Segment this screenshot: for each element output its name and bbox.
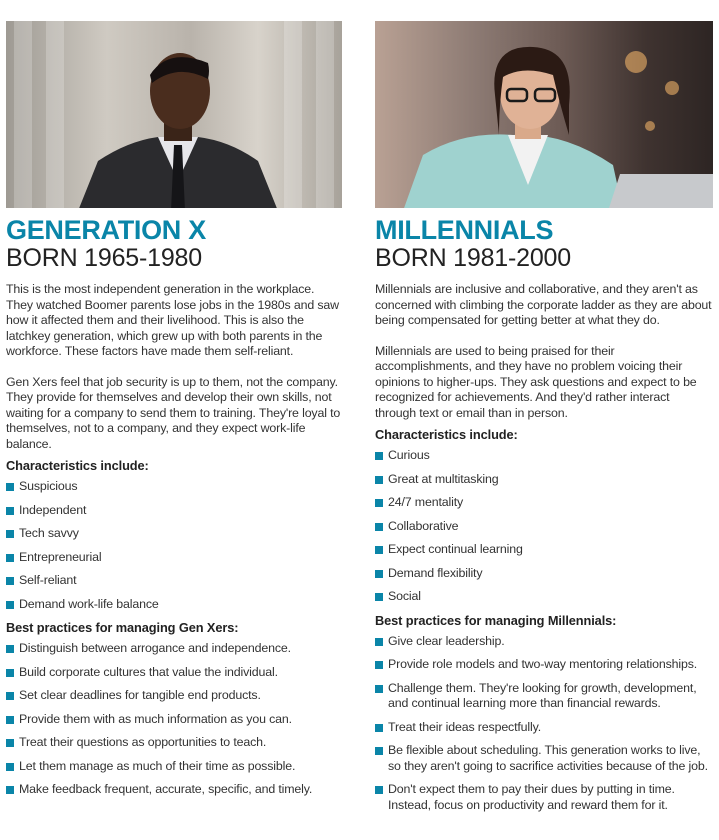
millennials-characteristics-list — [375, 448, 713, 605]
bullet-square-icon — [375, 661, 383, 669]
bullet-square-icon — [375, 786, 383, 794]
millennials-photo — [375, 21, 713, 208]
millennials-paragraph-1: Millennials are inclusive and collaborative, and they aren't as concerned with climbing the corporate ladder as they are about being compensated for getting better at what they do. — [375, 282, 712, 327]
list-item: Make feedback frequent, accurate, specific, and timely. — [6, 782, 342, 798]
gen-x-born: BORN 1965-1980 — [6, 244, 202, 272]
millennials-title: MILLENNIALS — [375, 215, 554, 245]
list-item: Build corporate cultures that value the individual. — [6, 665, 342, 681]
millennials-column — [375, 0, 713, 821]
list-item: Self-reliant — [6, 573, 342, 589]
list-item: Challenge them. They're looking for growth, development, and continual learning more than financial rewards. — [375, 681, 713, 712]
list-item: Independent — [6, 503, 342, 519]
bullet-square-icon — [375, 523, 383, 531]
list-item: Great at multitasking — [375, 472, 713, 488]
businesswoman-figure — [403, 35, 643, 208]
laptop-shape — [609, 174, 713, 208]
bullet-square-icon — [6, 763, 14, 771]
gen-x-practices-list — [6, 641, 342, 798]
millennials-characteristics-heading: Characteristics include: — [375, 427, 518, 442]
bullet-square-icon — [375, 452, 383, 460]
list-item: Social — [375, 589, 713, 605]
list-item: Demand work-life balance — [6, 597, 342, 613]
bullet-square-icon — [375, 724, 383, 732]
bullet-square-icon — [375, 747, 383, 755]
list-item: Entrepreneurial — [6, 550, 342, 566]
bullet-square-icon — [6, 645, 14, 653]
bullet-square-icon — [375, 476, 383, 484]
bullet-square-icon — [6, 716, 14, 724]
bullet-square-icon — [375, 638, 383, 646]
list-item: Be flexible about scheduling. This generation works to live, so they aren't going to sacrifice activities because of the job. — [375, 743, 713, 774]
millennials-practices-list — [375, 634, 713, 814]
gen-x-practices-heading: Best practices for managing Gen Xers: — [6, 620, 239, 635]
list-item: Provide them with as much information as you can. — [6, 712, 342, 728]
bullet-square-icon — [375, 570, 383, 578]
list-item: Set clear deadlines for tangible end products. — [6, 688, 342, 704]
millennials-born: BORN 1981-2000 — [375, 244, 571, 272]
list-item: Provide role models and two-way mentoring relationships. — [375, 657, 713, 673]
list-item: Tech savvy — [6, 526, 342, 542]
list-item: Suspicious — [6, 479, 342, 495]
list-item: Collaborative — [375, 519, 713, 535]
list-item: Demand flexibility — [375, 566, 713, 582]
businessman-figure — [58, 41, 298, 208]
gen-x-characteristics-list — [6, 479, 342, 612]
list-item: Treat their questions as opportunities to teach. — [6, 735, 342, 751]
list-item: Curious — [375, 448, 713, 464]
list-item: Give clear leadership. — [375, 634, 713, 650]
list-item: Let them manage as much of their time as possible. — [6, 759, 342, 775]
bullet-square-icon — [375, 593, 383, 601]
bullet-square-icon — [375, 685, 383, 693]
bullet-square-icon — [6, 669, 14, 677]
bullet-square-icon — [375, 499, 383, 507]
bullet-square-icon — [6, 739, 14, 747]
bullet-square-icon — [6, 577, 14, 585]
bullet-square-icon — [6, 483, 14, 491]
list-item: Treat their ideas respectfully. — [375, 720, 713, 736]
gen-x-photo — [6, 21, 342, 208]
bullet-square-icon — [375, 546, 383, 554]
gen-x-paragraph-1: This is the most independent generation in the workplace. They watched Boomer parents lose jobs in the 1980s and saw how it affected them and their livelihood. This is also the latchkey generation, which grew up with both parents in the workforce. These factors have made them self-reliant. — [6, 282, 339, 358]
bullet-square-icon — [6, 692, 14, 700]
gen-x-characteristics-heading: Characteristics include: — [6, 458, 149, 473]
gen-x-paragraph-2: Gen Xers feel that job security is up to them, not the company. They provide for themselves and develop their own skills, not waiting for a company to send them to training. They're loyal to themselves, not to a company, and they expect work-life balance. — [6, 374, 341, 451]
bullet-square-icon — [6, 601, 14, 609]
millennials-practices-heading: Best practices for managing Millennials: — [375, 612, 617, 628]
list-item: 24/7 mentality — [375, 495, 713, 511]
list-item: Distinguish between arrogance and independence. — [6, 641, 342, 657]
bullet-square-icon — [6, 554, 14, 562]
gen-x-title: GENERATION X — [6, 215, 206, 245]
list-item: Expect continual learning — [375, 542, 713, 558]
bullet-square-icon — [6, 786, 14, 794]
gen-x-column — [6, 0, 342, 806]
bullet-square-icon — [6, 507, 14, 515]
bullet-square-icon — [6, 530, 14, 538]
millennials-paragraph-2: Millennials are used to being praised for their accomplishments, and they have no problem voicing their opinions to higher-ups. They ask questions and expect to be recognized for achievements. And they'd rather interact through text or email than in person. — [375, 343, 697, 420]
list-item: Don't expect them to pay their dues by putting in time. Instead, focus on productivity and reward them for it. — [375, 782, 713, 813]
